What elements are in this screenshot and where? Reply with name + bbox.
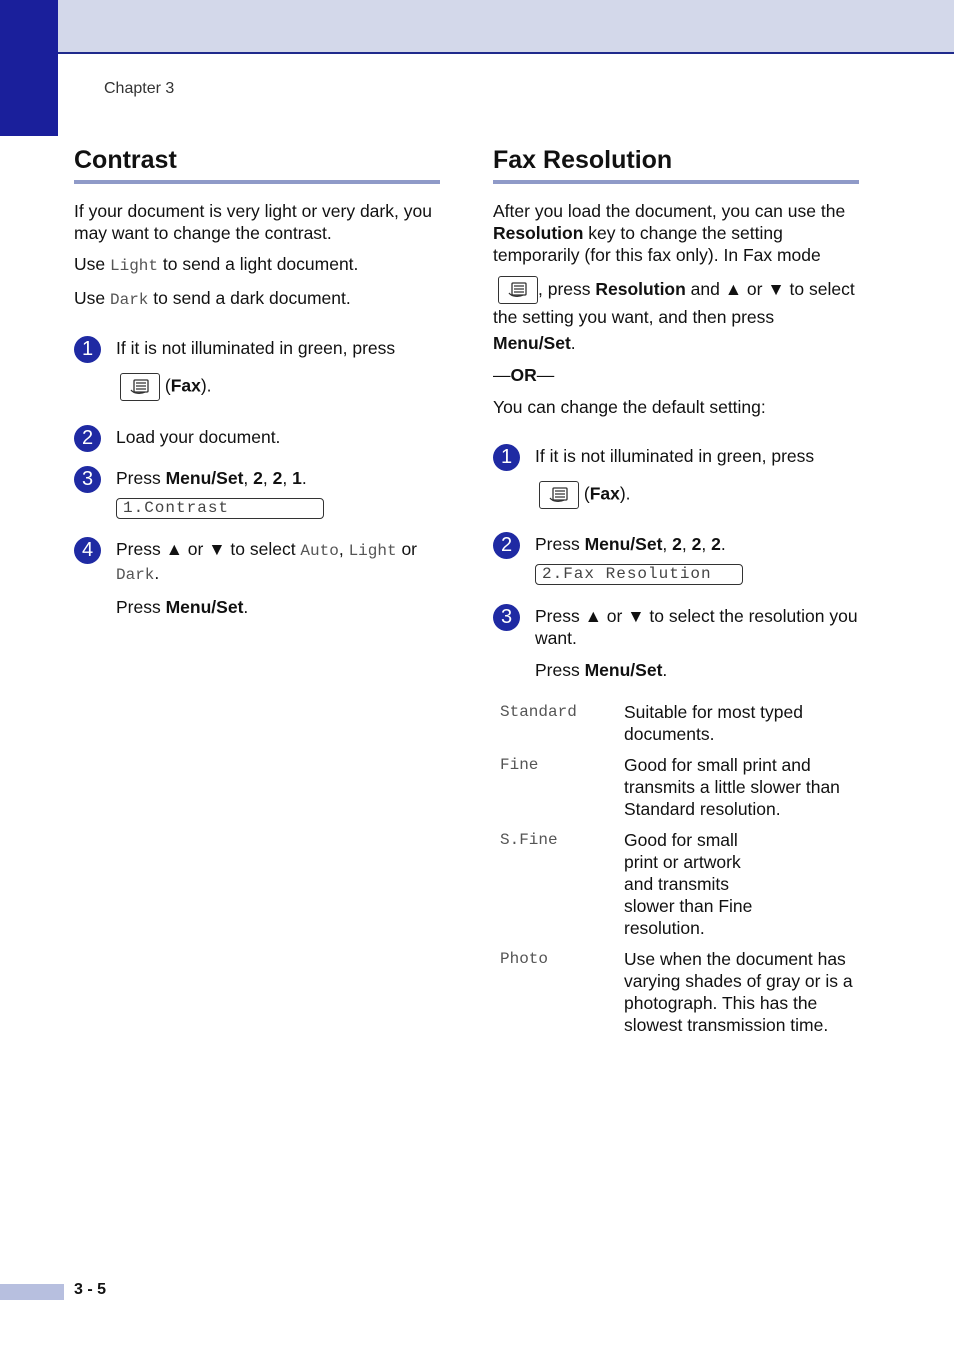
menu-set-key: Menu/Set xyxy=(493,333,571,354)
resolution-key: Resolution xyxy=(493,223,584,243)
step-text: If it is not illuminated in green, press xyxy=(535,446,815,467)
fax-key-icon xyxy=(539,481,579,509)
resolution-option: Photo xyxy=(500,950,549,969)
menu-set-key: Menu/Set xyxy=(584,660,663,681)
text: to send a dark document. xyxy=(148,288,351,308)
fax-step-3 xyxy=(493,605,859,681)
use-dark-line xyxy=(74,287,440,311)
fax-key-icon xyxy=(120,373,160,401)
key: 2 xyxy=(711,534,721,555)
fax-key-icon xyxy=(498,276,538,304)
text: Press xyxy=(116,468,166,488)
use-light-line xyxy=(74,253,440,277)
text: . xyxy=(720,534,726,555)
text: , press xyxy=(538,279,596,299)
default-setting-text: You can change the default setting: xyxy=(493,397,766,418)
resolution-table xyxy=(493,701,859,1036)
fax-step-2 xyxy=(493,533,859,585)
resolution-option: Standard xyxy=(500,703,577,722)
dark-option: Dark xyxy=(109,291,149,309)
fax-key-label: Fax xyxy=(589,484,620,504)
fax-key-line xyxy=(116,373,440,401)
text: ( xyxy=(579,484,590,504)
contrast-section xyxy=(74,146,440,618)
text: . xyxy=(570,333,576,354)
fax-resolution-section xyxy=(493,146,859,1045)
fax-step-1 xyxy=(493,445,859,509)
text: Press xyxy=(535,534,585,555)
text: Press ▲ or ▼ to select xyxy=(116,539,301,559)
text: key to change the setting temporarily (for this fax only). In Fax mode xyxy=(493,223,821,265)
resolution-option: S.Fine xyxy=(500,831,558,850)
table-row xyxy=(493,701,859,745)
or-separator xyxy=(493,364,859,386)
text: After you load the document, you can use the xyxy=(493,201,846,221)
resolution-description: Suitable for most typed documents. xyxy=(624,702,803,745)
menu-set-key: Menu/Set xyxy=(584,534,663,555)
contrast-step-2 xyxy=(74,426,440,448)
text: . xyxy=(301,468,307,488)
text: , xyxy=(282,468,293,488)
table-row xyxy=(493,829,859,939)
key: 1 xyxy=(292,468,302,488)
text: , xyxy=(262,468,273,488)
or-label: OR xyxy=(510,365,537,386)
text: , xyxy=(701,534,712,555)
key: 2 xyxy=(691,534,702,555)
resolution-key: Resolution xyxy=(595,279,686,299)
text: , xyxy=(681,534,692,555)
step-number: 1 xyxy=(493,444,520,471)
resolution-description: Use when the document has varying shades of gray or is a photograph. This has the slowest transmission time. xyxy=(624,949,853,1036)
press-menu-set xyxy=(535,659,859,681)
text: to send a light document. xyxy=(158,254,359,274)
key: 2 xyxy=(272,468,283,488)
contrast-intro: If your document is very light or very dark, you may want to change the contrast. xyxy=(74,201,432,243)
fax-key-line xyxy=(535,481,859,509)
lcd-display: 2.Fax Resolution xyxy=(535,564,743,585)
step-number: 1 xyxy=(74,336,101,363)
contrast-step-4 xyxy=(74,538,440,618)
step-text: If it is not illuminated in green, press xyxy=(116,338,396,358)
step-number: 4 xyxy=(74,537,101,564)
text: , xyxy=(338,539,349,559)
text: ). xyxy=(619,484,631,504)
step-text xyxy=(116,538,440,586)
text: . xyxy=(154,563,160,583)
footer-bar xyxy=(0,1284,64,1300)
step-number: 2 xyxy=(493,532,520,559)
page-number: 3 - 5 xyxy=(74,1281,107,1298)
fax-resolution-intro xyxy=(493,200,859,266)
contrast-step-1 xyxy=(74,337,440,401)
light-option: Light xyxy=(109,257,158,275)
text: ). xyxy=(200,375,212,396)
step-text xyxy=(116,467,440,489)
press-menu-set xyxy=(116,596,440,618)
text: Press xyxy=(535,660,585,681)
text: . xyxy=(243,597,249,617)
step-number: 2 xyxy=(74,425,101,452)
fax-key-label: Fax xyxy=(170,375,201,396)
lcd-display: 1.Contrast xyxy=(116,498,324,519)
fax-resolution-title: Fax Resolution xyxy=(493,146,859,184)
contrast-title: Contrast xyxy=(74,146,440,184)
text: Press xyxy=(116,597,166,617)
resolution-description: Good for small print or artwork and transmits slower than Fine resolution. xyxy=(624,830,753,939)
auto-option: Auto xyxy=(300,542,339,560)
text: Use xyxy=(74,254,110,274)
text: — xyxy=(536,365,555,386)
table-row xyxy=(493,754,859,820)
table-row xyxy=(493,948,859,1036)
step-text: Load your document. xyxy=(116,427,281,447)
step-number: 3 xyxy=(74,466,101,493)
text: ( xyxy=(160,375,171,396)
header-bar xyxy=(0,0,954,54)
resolution-option: Fine xyxy=(500,756,539,775)
step-text xyxy=(535,533,859,555)
step-text: Press ▲ or ▼ to select the resolution you want. xyxy=(535,606,858,649)
contrast-step-3 xyxy=(74,467,440,519)
text: , xyxy=(662,534,673,555)
chapter-tab xyxy=(0,0,58,136)
resolution-description: Good for small print and transmits a little slower than Standard resolution. xyxy=(624,755,840,820)
menu-set-key: Menu/Set xyxy=(165,468,244,488)
dark-option: Dark xyxy=(116,566,155,584)
text: , xyxy=(243,468,254,488)
text: and ▲ or ▼ to select the setting you want, and then press xyxy=(493,279,855,328)
chapter-label: Chapter 3 xyxy=(104,80,175,97)
menu-set-key: Menu/Set xyxy=(165,597,244,617)
fax-mode-line xyxy=(493,276,859,356)
light-option: Light xyxy=(348,542,397,560)
key: 2 xyxy=(253,468,263,488)
text: — xyxy=(493,365,511,386)
text: . xyxy=(662,660,668,681)
step-number: 3 xyxy=(493,604,520,631)
text: Use xyxy=(74,288,110,308)
text: or xyxy=(396,539,418,559)
key: 2 xyxy=(672,534,682,555)
